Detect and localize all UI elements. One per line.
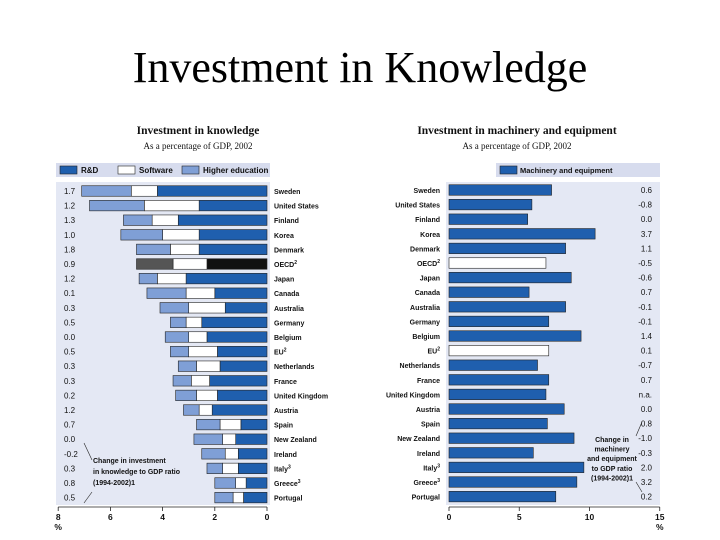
bar-machinery [449, 433, 574, 444]
right-category-label: Korea [420, 231, 440, 239]
left-change-value: 1.7 [64, 187, 76, 196]
bar-knowledge-higher-education [170, 317, 186, 328]
bar-machinery [449, 360, 538, 371]
left-category-label: $EU^2$ [274, 347, 287, 357]
bar-knowledge-higher-education [170, 346, 188, 357]
legend-label-software: Software [139, 166, 173, 175]
bar-knowledge-r-d [246, 478, 267, 489]
left-change-value: 0.5 [64, 347, 76, 357]
left-category-label: OECD$^2$ [274, 260, 298, 269]
right-change-value: 3.7 [640, 229, 652, 239]
right-x-unit: % [655, 522, 664, 532]
bar-knowledge-higher-education [215, 492, 233, 503]
bar-knowledge-r-d [217, 346, 267, 357]
legend-label-machinery: Machinery and equipment [520, 166, 613, 175]
bar-knowledge-r-d [199, 230, 267, 241]
bar-knowledge-software [144, 200, 199, 211]
left-change-value: 0.9 [64, 260, 76, 269]
right-category-label: Austria [415, 407, 440, 414]
right-category-label: Ireland [417, 450, 440, 458]
bar-knowledge-r-d [215, 288, 267, 299]
right-x-tick-label: 10 [584, 512, 595, 522]
bar-knowledge-higher-education [139, 273, 157, 284]
bar-knowledge-r-d [220, 361, 267, 372]
right-category-label: Denmark [410, 246, 440, 254]
right-category-label: Germany [409, 319, 440, 327]
left-change-value: 0.3 [64, 362, 76, 372]
bar-knowledge-r-d [186, 273, 267, 284]
left-change-value: 0.3 [64, 376, 76, 386]
bar-machinery [449, 345, 549, 356]
bar-knowledge-higher-education [137, 244, 171, 255]
left-annotation-line: Change in investment [93, 458, 166, 465]
bar-knowledge-software [152, 215, 178, 226]
bar-knowledge-software [197, 361, 220, 372]
legend-label-r-d: R&D [81, 166, 99, 175]
bar-knowledge-r-d [207, 259, 267, 270]
left-change-value: 1.2 [64, 406, 76, 415]
bar-knowledge-r-d [241, 419, 267, 430]
left-change-value: 0.3 [64, 303, 76, 313]
bar-knowledge-r-d [202, 317, 267, 328]
slide-title: Investment in Knowledge [132, 43, 588, 92]
right-category-label: United Kingdom [385, 392, 440, 400]
left-change-value: 1.0 [64, 230, 76, 240]
bar-machinery [449, 302, 566, 313]
right-change-value: 0.0 [640, 405, 652, 414]
right-category-label: Japan [419, 275, 440, 283]
right-change-value: 1.1 [640, 244, 652, 254]
left-category-label: Sweden [274, 189, 301, 196]
right-change-value: 0.0 [640, 215, 652, 225]
right-change-value: 0.7 [640, 375, 652, 385]
legend-swatch-software [118, 166, 135, 174]
left-chart-subtitle: As a percentage of GDP, 2002 [143, 141, 253, 151]
bar-knowledge-software [197, 390, 218, 401]
bar-knowledge-higher-education [173, 376, 191, 387]
bar-knowledge-higher-education [207, 463, 223, 474]
bar-knowledge-higher-education [215, 478, 236, 489]
right-change-value: -0.5 [638, 259, 652, 268]
bar-machinery [449, 316, 549, 327]
bar-knowledge-higher-education [137, 259, 174, 270]
bar-knowledge-software [189, 303, 226, 314]
bar-machinery [449, 375, 549, 386]
left-change-value: 0.0 [64, 333, 76, 342]
left-category-label: Portugal [274, 495, 303, 503]
bar-knowledge-r-d [236, 434, 267, 445]
bar-knowledge-software [170, 244, 199, 255]
right-change-value: n.a. [638, 390, 652, 400]
bar-knowledge-software [199, 405, 212, 416]
bar-machinery [449, 491, 556, 502]
bar-knowledge-r-d [217, 390, 267, 401]
right-category-label: Canada [414, 290, 440, 298]
right-change-value: 1.4 [640, 332, 652, 341]
bar-knowledge-r-d [212, 405, 267, 416]
right-category-label: Spain [420, 421, 440, 429]
bar-machinery [449, 287, 529, 298]
right-chart-subtitle: As a percentage of GDP, 2002 [462, 141, 572, 151]
right-change-value: -0.7 [638, 361, 652, 371]
right-category-label: Italy$^3$ [423, 463, 440, 473]
right-change-value: 3.2 [640, 478, 652, 487]
right-category-label: Australia [410, 304, 440, 312]
left-category-label: Denmark [274, 247, 304, 255]
bar-knowledge-software [173, 259, 207, 270]
right-category-label: OECD$^2$ [416, 259, 440, 268]
right-change-value: -0.6 [638, 273, 652, 283]
right-annotation-line: Change in [595, 437, 629, 444]
bar-knowledge-higher-education [82, 186, 132, 197]
right-category-label: Belgium [412, 334, 440, 341]
left-category-label: Germany [274, 320, 305, 328]
bar-knowledge-higher-education [90, 200, 145, 211]
right-change-value: 2.0 [640, 463, 652, 473]
left-chart-title: Investment in knowledge [136, 125, 260, 137]
bar-knowledge-higher-education [202, 449, 225, 460]
left-change-value: 0.0 [64, 435, 76, 445]
bar-knowledge-software [186, 288, 215, 299]
bar-machinery [449, 448, 533, 459]
bar-knowledge-software [233, 492, 243, 503]
bar-machinery [449, 258, 546, 269]
left-category-label: France [274, 378, 297, 386]
bar-knowledge-software [225, 449, 238, 460]
right-change-value: 0.6 [640, 186, 652, 195]
left-change-value: 0.8 [64, 479, 76, 488]
bar-knowledge-r-d [238, 449, 267, 460]
bar-knowledge-r-d [157, 186, 267, 197]
bar-knowledge-r-d [199, 200, 267, 211]
legend-swatch-machinery [500, 166, 517, 174]
bar-knowledge-r-d [225, 303, 267, 314]
bar-machinery [449, 462, 584, 473]
bar-knowledge-r-d [244, 492, 267, 503]
right-x-tick-label: 15 [655, 512, 665, 522]
left-change-value: 0.7 [64, 420, 76, 430]
left-x-unit: % [54, 522, 62, 532]
right-change-value: -0.3 [638, 448, 652, 458]
left-category-label: Spain [274, 422, 294, 430]
left-category-label: New Zealand [274, 437, 317, 445]
left-category-label: Japan [274, 276, 295, 284]
right-category-label: United States [395, 202, 440, 210]
right-category-label: New Zealand [397, 436, 440, 444]
right-category-label: Greece$^3$ [413, 478, 440, 487]
right-change-value: -0.1 [638, 302, 652, 312]
bar-machinery [449, 229, 595, 240]
right-change-value: -0.8 [638, 200, 652, 210]
bar-machinery [449, 214, 528, 225]
right-chart-title: Investment in machinery and equipment [417, 125, 617, 137]
left-change-value: 0.1 [64, 289, 76, 299]
right-change-value: -1.0 [638, 434, 652, 444]
bar-machinery [449, 272, 571, 283]
right-change-value: 0.7 [640, 288, 652, 298]
right-change-value: -0.1 [638, 317, 652, 327]
left-category-label: United Kingdom [274, 393, 329, 401]
bar-knowledge-r-d [199, 244, 267, 255]
legend-swatch-higher-education [182, 166, 199, 174]
bar-knowledge-software [189, 346, 218, 357]
bar-knowledge-software [163, 230, 200, 241]
left-category-label: Korea [274, 232, 294, 240]
left-x-tick-label: 4 [160, 512, 165, 522]
right-change-value: 0.8 [640, 419, 652, 429]
right-x-tick-label: 0 [446, 512, 452, 522]
bar-knowledge-higher-education [123, 215, 152, 226]
left-change-value: 0.2 [64, 391, 76, 401]
bar-machinery [449, 477, 577, 488]
bar-knowledge-software [223, 463, 239, 474]
bar-knowledge-higher-education [183, 405, 199, 416]
bar-knowledge-software [186, 317, 202, 328]
left-change-value: 0.5 [64, 318, 76, 328]
bar-knowledge-r-d [238, 463, 267, 474]
left-category-label: Austria [274, 408, 299, 415]
bar-knowledge-software [131, 186, 157, 197]
left-change-value: 1.2 [64, 201, 76, 211]
left-x-tick-label: 6 [108, 512, 113, 522]
right-annotation-line: (1994-2002)1 [590, 475, 634, 483]
bar-knowledge-higher-education [165, 332, 188, 343]
bar-machinery [449, 199, 532, 210]
right-change-value: 0.2 [640, 492, 652, 502]
bar-knowledge-higher-education [197, 419, 220, 430]
left-category-label: Finland [274, 218, 299, 226]
left-change-value: -0.2 [64, 449, 78, 459]
right-annotation-line: machinery [594, 446, 630, 454]
left-annotation-line: (1994-2002)1 [93, 480, 136, 487]
left-category-label: Belgium [274, 335, 302, 342]
bar-machinery [449, 404, 564, 415]
right-annotation-line: and equipment [587, 456, 637, 464]
left-category-label: Italy$^3$ [274, 464, 291, 474]
right-category-label: Sweden [413, 188, 440, 195]
bar-knowledge-software [236, 478, 246, 489]
right-x-tick-label: 5 [516, 512, 522, 522]
left-x-tick-label: 0 [264, 512, 270, 522]
right-change-value: 0.1 [640, 346, 652, 356]
bar-machinery [449, 331, 581, 342]
bar-machinery [449, 418, 547, 429]
left-category-label: Greece$^3$ [274, 479, 301, 488]
bar-knowledge-higher-education [160, 303, 189, 314]
legend-swatch-r-d [60, 166, 77, 174]
bar-knowledge-software [189, 332, 207, 343]
bar-machinery [449, 243, 566, 254]
right-category-label: Finland [415, 217, 440, 225]
bar-knowledge-software [191, 376, 209, 387]
bar-knowledge-r-d [210, 376, 267, 387]
bar-knowledge-higher-education [178, 361, 196, 372]
left-change-value: 0.3 [64, 464, 76, 474]
left-annotation-line: in knowledge to GDP ratio [93, 469, 180, 476]
bar-machinery [449, 185, 552, 196]
bar-knowledge-higher-education [147, 288, 186, 299]
left-category-label: Canada [274, 291, 300, 299]
bar-knowledge-software [220, 419, 241, 430]
left-category-label: United States [274, 203, 319, 211]
bar-knowledge-software [157, 273, 186, 284]
left-change-value: 1.3 [64, 216, 76, 226]
left-x-tick-label: 8 [55, 512, 61, 522]
left-category-label: Netherlands [274, 364, 315, 372]
right-category-label: Netherlands [399, 363, 440, 371]
left-change-value: 1.2 [64, 274, 76, 284]
right-annotation-line: to GDP ratio [591, 465, 633, 473]
right-category-label: France [417, 377, 440, 385]
left-change-value: 0.5 [64, 493, 76, 503]
left-category-label: Ireland [274, 451, 297, 459]
bar-knowledge-higher-education [121, 230, 163, 241]
left-change-value: 1.8 [64, 245, 76, 255]
bar-knowledge-software [223, 434, 236, 445]
bar-machinery [449, 389, 546, 400]
bar-knowledge-higher-education [194, 434, 223, 445]
left-x-tick-label: 2 [212, 512, 218, 522]
bar-knowledge-r-d [207, 332, 267, 343]
legend-label-higher-education: Higher education [203, 166, 269, 175]
right-category-label: $EU^2$ [427, 346, 440, 356]
right-category-label: Portugal [411, 494, 440, 502]
bar-knowledge-r-d [178, 215, 267, 226]
bar-knowledge-higher-education [176, 390, 197, 401]
left-category-label: Australia [274, 305, 304, 313]
